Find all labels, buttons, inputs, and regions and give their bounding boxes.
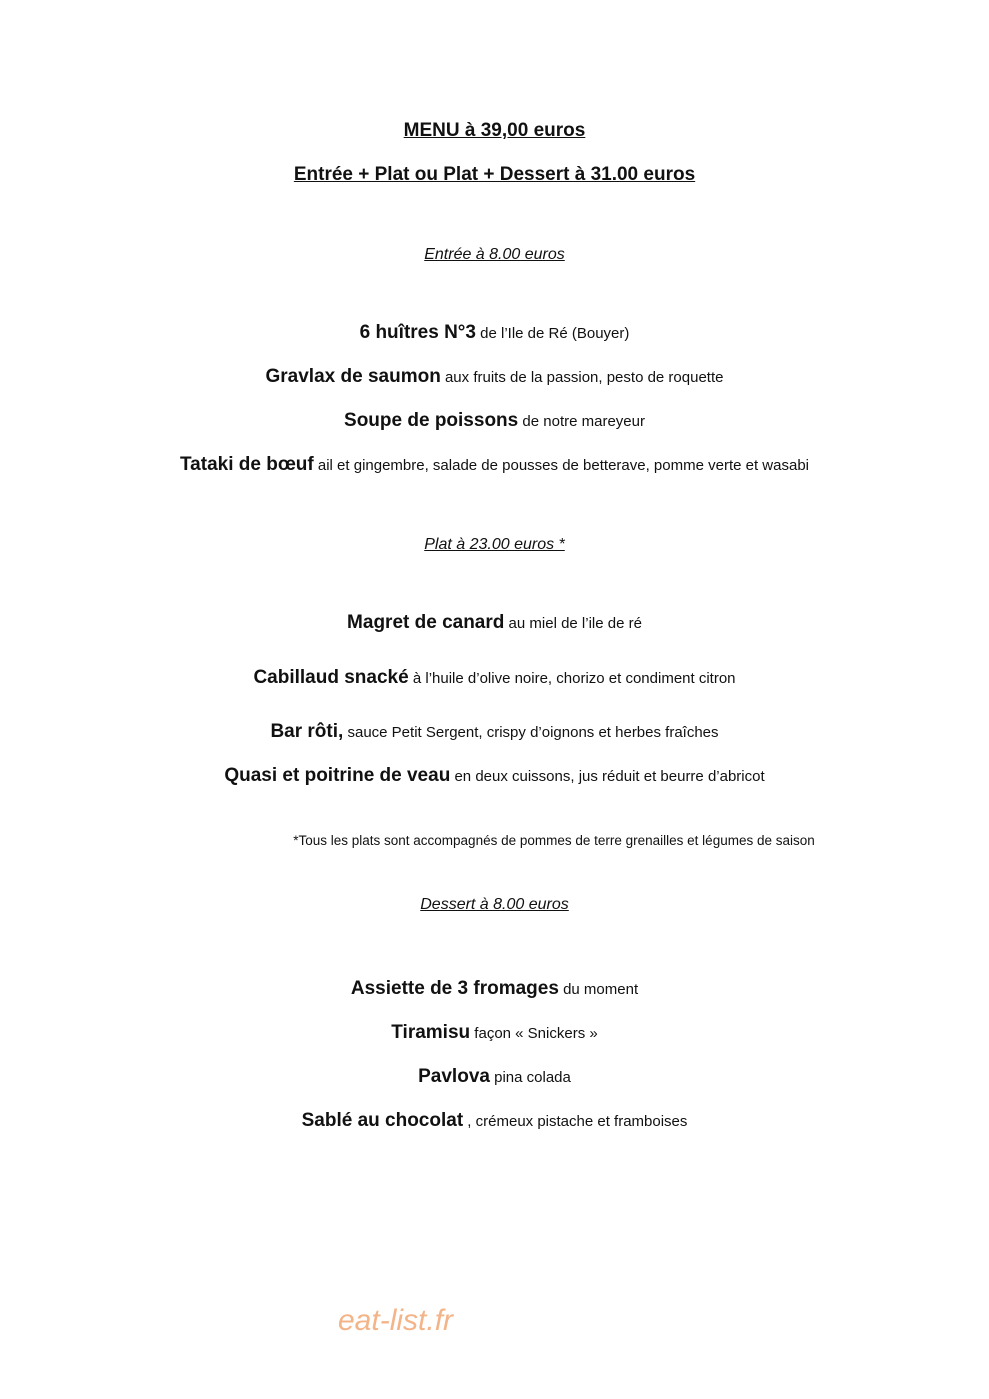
menu-title: MENU à 39,00 euros	[403, 120, 586, 141]
menu-item-desc: en deux cuissons, jus réduit et beurre d’abricot	[450, 768, 765, 785]
menu-item	[0, 667, 989, 690]
menu-item	[0, 454, 989, 477]
menu-item-desc: du moment	[558, 981, 639, 998]
menu-item-name: Tataki de bœuf	[179, 454, 314, 475]
watermark-logo: eat-list.fr	[338, 1304, 454, 1337]
menu-item-name: Pavlova	[418, 1066, 490, 1087]
menu-item-desc: sauce Petit Sergent, crispy d’oignons et herbes fraîches	[343, 724, 719, 741]
menu-item	[0, 1066, 989, 1089]
menu-item-desc: ail et gingembre, salade de pousses de betterave, pomme verte et wasabi	[313, 457, 809, 474]
entree-heading: Entrée à 8.00 euros	[424, 246, 565, 263]
menu-item-name: Bar rôti,	[270, 721, 344, 742]
plat-note: *Tous les plats sont accompagnés de pommes de terre grenailles et légumes de saison	[293, 833, 815, 848]
menu-item	[0, 978, 989, 1001]
menu-item	[0, 612, 989, 635]
menu-item	[0, 322, 989, 345]
menu-item	[0, 410, 989, 433]
dessert-heading: Dessert à 8.00 euros	[420, 896, 569, 913]
menu-item-name: Magret de canard	[347, 612, 505, 633]
menu-item-desc: pina colada	[489, 1069, 571, 1086]
menu-item-desc: aux fruits de la passion, pesto de roquette	[440, 369, 724, 386]
menu-item-name: Tiramisu	[391, 1022, 471, 1043]
menu-item-name: Quasi et poitrine de veau	[224, 765, 451, 786]
menu-item-desc: à l’huile d’olive noire, chorizo et condiment citron	[408, 670, 736, 687]
menu-item	[0, 1022, 989, 1045]
menu-item-name: Assiette de 3 fromages	[350, 978, 559, 999]
menu-item-name: Gravlax de saumon	[265, 366, 441, 387]
menu-item-name: Sablé au chocolat	[301, 1110, 464, 1131]
menu-item-name: 6 huîtres N°3	[359, 322, 476, 343]
menu-item-name: Soupe de poissons	[344, 410, 519, 431]
combo-title: Entrée + Plat ou Plat + Dessert à 31.00 euros	[293, 164, 696, 185]
menu-item-desc: de l’Ile de Ré (Bouyer)	[475, 325, 630, 342]
menu-item-desc: façon « Snickers »	[470, 1025, 598, 1042]
menu-item-desc: au miel de l’ile de ré	[504, 615, 642, 632]
menu-item-desc: de notre mareyeur	[518, 413, 645, 430]
menu-item	[0, 765, 989, 788]
menu-item	[0, 721, 989, 744]
plat-heading: Plat à 23.00 euros *	[424, 536, 565, 553]
menu-item-desc: , crémeux pistache et framboises	[463, 1113, 688, 1130]
menu-item	[0, 1110, 989, 1133]
menu-item	[0, 366, 989, 389]
menu-item-name: Cabillaud snacké	[253, 667, 409, 688]
